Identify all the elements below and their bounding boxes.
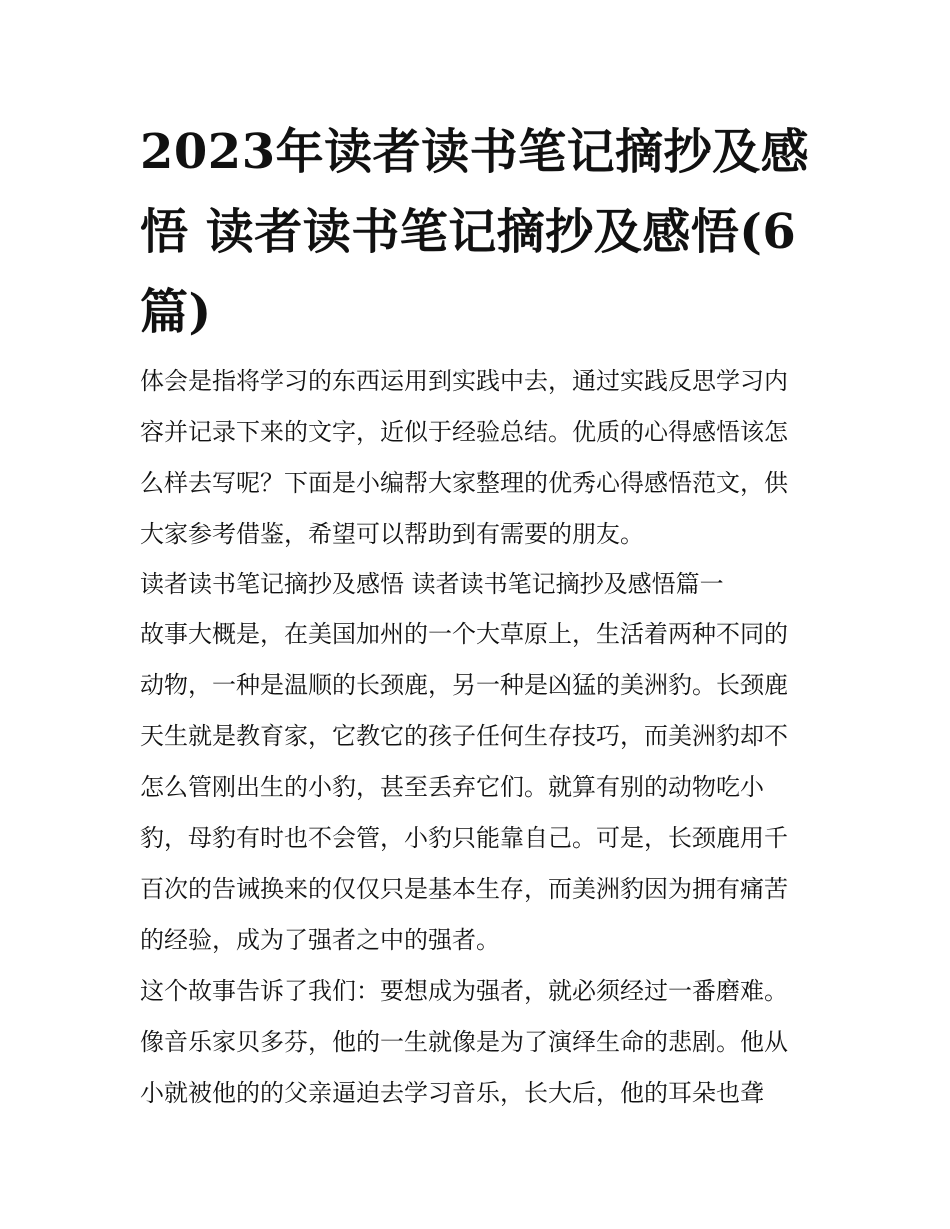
text-line: 百次的告诫换来的仅仅只是基本生存，而美洲豹因为拥有痛苦	[140, 875, 788, 903]
text-line: 么样去写呢？下面是小编帮大家整理的优秀心得感悟范文，供	[140, 469, 788, 497]
title-line: 悟 读者读书笔记摘抄及感悟(6	[140, 204, 797, 260]
lesson-paragraph	[140, 966, 815, 1119]
title-line: 2023年读者读书笔记摘抄及感	[140, 124, 810, 180]
document-body	[140, 356, 815, 1119]
text-line: 大家参考借鉴，希望可以帮助到有需要的朋友。	[140, 520, 644, 548]
intro-paragraph	[140, 356, 815, 560]
text-line: 动物，一种是温顺的长颈鹿，另一种是凶猛的美洲豹。长颈鹿	[140, 671, 788, 699]
text-line: 故事大概是，在美国加州的一个大草原上，生活着两种不同的	[140, 620, 788, 648]
text-line: 的经验，成为了强者之中的强者。	[140, 926, 500, 954]
text-line: 豹，母豹有时也不会管，小豹只能靠自己。可是，长颈鹿用千	[140, 824, 788, 852]
text-line: 这个故事告诉了我们：要想成为强者，就必须经过一番磨难。	[140, 977, 788, 1005]
section-heading: 读者读书笔记摘抄及感悟 读者读书笔记摘抄及感悟篇一	[140, 570, 724, 598]
title-line: 篇)	[140, 284, 212, 340]
document-title	[140, 112, 810, 352]
text-line: 容并记录下来的文字，近似于经验总结。优质的心得感悟该怎	[140, 418, 788, 446]
text-line: 像音乐家贝多芬，他的一生就像是为了演绎生命的悲剧。他从	[140, 1028, 788, 1056]
text-line: 小就被他的的父亲逼迫去学习音乐，长大后，他的耳朵也聋	[140, 1079, 764, 1107]
story-paragraph	[140, 609, 815, 966]
text-line: 怎么管刚出生的小豹，甚至丢弃它们。就算有别的动物吃小	[140, 773, 764, 801]
text-line: 体会是指将学习的东西运用到实践中去，通过实践反思学习内	[140, 367, 788, 395]
text-line: 天生就是教育家，它教它的孩子任何生存技巧，而美洲豹却不	[140, 722, 788, 750]
